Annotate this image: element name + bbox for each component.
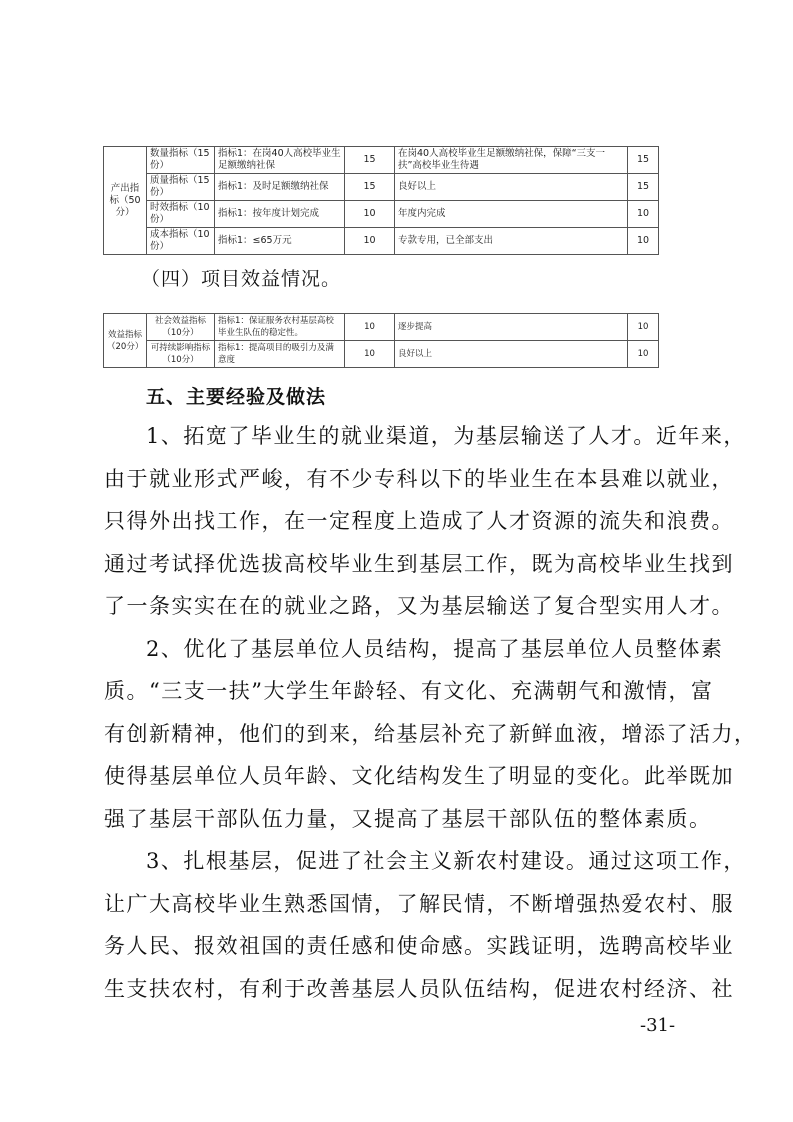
page-number: -31- — [640, 1015, 676, 1036]
paragraph-line: 了一条实实在在的就业之路，又为基层输送了复合型实用人才。 — [104, 594, 734, 618]
result-cell: 逐步提高 — [395, 314, 628, 341]
paragraph-line: 务人民、报效祖国的责任感和使命感。实践证明，选聘高校毕业 — [104, 934, 734, 958]
indicator-cell: 指标1：在岗40人高校毕业生足额缴纳社保 — [215, 147, 345, 174]
group-label-cell: 效益指标（20分） — [104, 314, 147, 368]
score-cell: 10 — [345, 228, 395, 255]
score-cell: 10 — [345, 341, 395, 368]
actual-score-cell: 10 — [628, 341, 659, 368]
category-cell: 可持续影响指标（10分） — [147, 341, 215, 368]
result-cell: 良好以上 — [395, 174, 628, 201]
paragraph-line: 3、扎根基层，促进了社会主义新农村建设。通过这项工作， — [146, 849, 746, 873]
actual-score-cell: 10 — [628, 201, 659, 228]
paragraph-line: 使得基层单位人员年龄、文化结构发生了明显的变化。此举既加 — [104, 764, 734, 788]
result-cell: 良好以上 — [395, 341, 628, 368]
score-cell: 10 — [345, 201, 395, 228]
paragraph-line: 只得外出找工作，在一定程度上造成了人才资源的流失和浪费。 — [104, 509, 734, 533]
score-cell: 15 — [345, 147, 395, 174]
paragraph-line: 有创新精神，他们的到来，给基层补充了新鲜血液，增添了活力， — [104, 722, 757, 746]
table-row — [104, 228, 659, 255]
section-heading: 五、主要经验及做法 — [146, 386, 327, 408]
category-cell: 时效指标（10份） — [147, 201, 215, 228]
actual-score-cell: 10 — [628, 314, 659, 341]
table-row — [104, 314, 659, 341]
paragraph-line: 质。“三支一扶”大学生年龄轻、有文化、充满朝气和激情，富 — [104, 679, 714, 703]
result-cell: 在岗40人高校毕业生足额缴纳社保，保障“三支一扶”高校毕业生待遇 — [395, 147, 628, 174]
table-row — [104, 147, 659, 174]
category-cell: 社会效益指标（10分） — [147, 314, 215, 341]
indicator-cell: 指标1：≤65万元 — [215, 228, 345, 255]
category-cell: 成本指标（10份） — [147, 228, 215, 255]
paragraph-line: 强了基层干部队伍力量，又提高了基层干部队伍的整体素质。 — [104, 807, 712, 831]
table-row — [104, 201, 659, 228]
indicator-cell: 指标1：按年度计划完成 — [215, 201, 345, 228]
benefit-subheading: （四）项目效益情况。 — [141, 268, 342, 290]
output-indicator-table — [103, 146, 659, 255]
indicator-cell: 指标1：及时足额缴纳社保 — [215, 174, 345, 201]
paragraph-line: 让广大高校毕业生熟悉国情，了解民情，不断增强热爱农村、服 — [104, 892, 734, 916]
indicator-cell: 指标1：保证服务农村基层高校毕业生队伍的稳定性。 — [215, 314, 345, 341]
score-cell: 10 — [345, 314, 395, 341]
category-cell: 质量指标（15份） — [147, 174, 215, 201]
paragraph-line: 2、优化了基层单位人员结构，提高了基层单位人员整体素 — [146, 637, 724, 661]
paragraph-line: 1、拓宽了毕业生的就业渠道，为基层输送了人才。近年来， — [146, 424, 746, 448]
result-cell: 专款专用，已全部支出 — [395, 228, 628, 255]
paragraph-line: 生支扶农村，有利于改善基层人员队伍结构，促进农村经济、社 — [104, 977, 734, 1001]
table-row — [104, 341, 659, 368]
table-row — [104, 174, 659, 201]
score-cell: 15 — [345, 174, 395, 201]
paragraph-line: 由于就业形式严峻，有不少专科以下的毕业生在本县难以就业， — [104, 467, 734, 491]
paragraph-line: 通过考试择优选拔高校毕业生到基层工作，既为高校毕业生找到 — [104, 552, 734, 576]
actual-score-cell: 15 — [628, 147, 659, 174]
benefit-indicator-table — [103, 313, 659, 368]
group-label-cell: 产出指标（50分） — [104, 147, 147, 255]
indicator-cell: 指标1：提高项目的吸引力及满意度 — [215, 341, 345, 368]
actual-score-cell: 15 — [628, 174, 659, 201]
category-cell: 数量指标（15份） — [147, 147, 215, 174]
actual-score-cell: 10 — [628, 228, 659, 255]
result-cell: 年度内完成 — [395, 201, 628, 228]
